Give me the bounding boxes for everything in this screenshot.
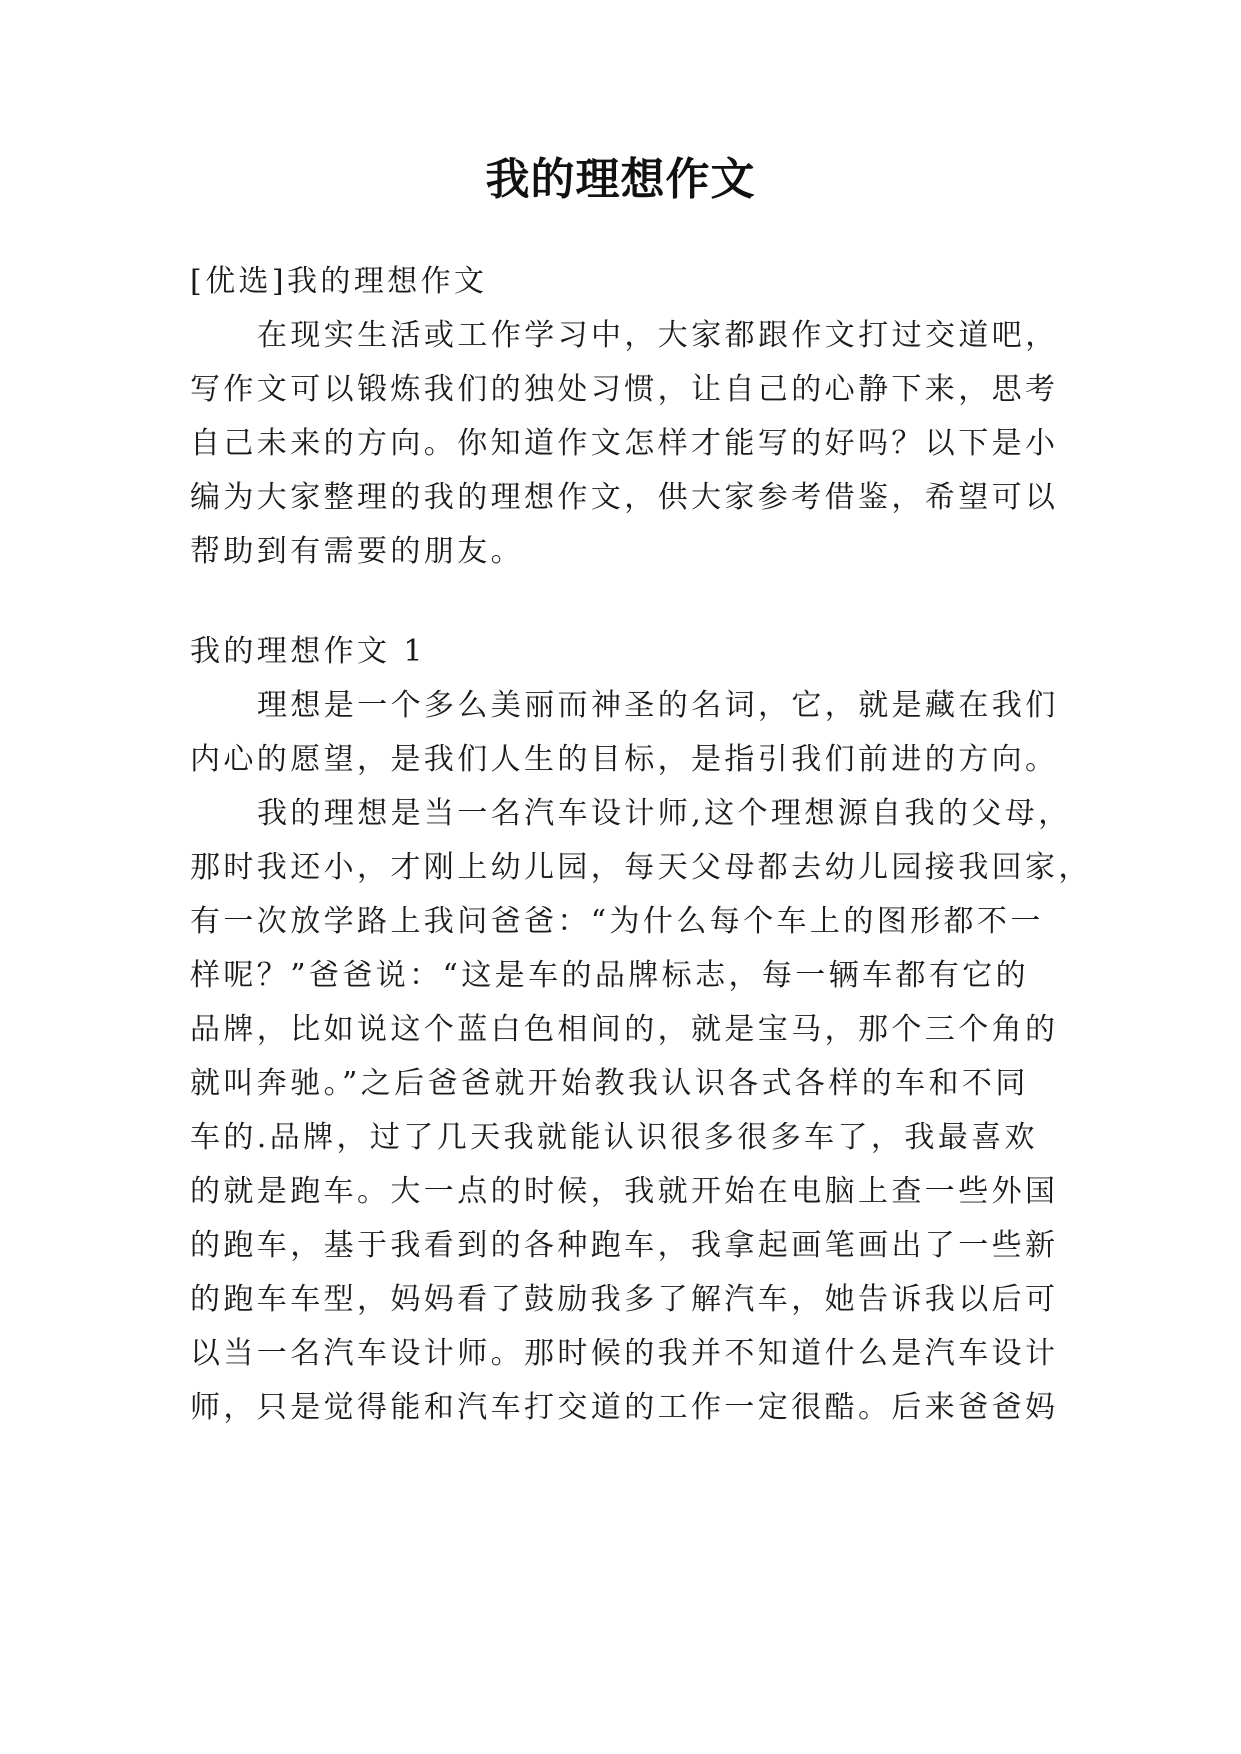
subtitle-line: [优选]我的理想作文 bbox=[190, 264, 488, 299]
body-line-7: 品牌，比如说这个蓝白色相间的，就是宝马，那个三个角的 bbox=[190, 1012, 1059, 1047]
body-line-9: 车的.品牌，过了几天我就能认识很多很多车了，我最喜欢 bbox=[190, 1120, 1038, 1155]
body-line-8: 就叫奔驰。”之后爸爸就开始教我认识各式各样的车和不同 bbox=[190, 1066, 1029, 1101]
section-heading: 我的理想作文 1 bbox=[190, 634, 426, 669]
intro-line-1: 在现实生活或工作学习中，大家都跟作文打过交道吧， bbox=[257, 318, 1059, 353]
body-line-6: 样呢？”爸爸说：“这是车的品牌标志，每一辆车都有它的 bbox=[190, 958, 1030, 993]
body-line-10: 的就是跑车。大一点的时候，我就开始在电脑上查一些外国 bbox=[190, 1174, 1059, 1209]
body-line-13: 以当一名汽车设计师。那时候的我并不知道什么是汽车设计 bbox=[190, 1336, 1059, 1371]
body-line-14: 师，只是觉得能和汽车打交道的工作一定很酷。后来爸爸妈 bbox=[190, 1390, 1059, 1425]
intro-line-3: 自己未来的方向。你知道作文怎样才能写的好吗？以下是小 bbox=[190, 426, 1059, 461]
body-line-2: 内心的愿望，是我们人生的目标，是指引我们前进的方向。 bbox=[190, 742, 1059, 777]
document-title: 我的理想作文 bbox=[485, 154, 756, 205]
intro-line-2: 写作文可以锻炼我们的独处习惯，让自己的心静下来，思考 bbox=[190, 372, 1059, 407]
body-line-12: 的跑车车型，妈妈看了鼓励我多了解汽车，她告诉我以后可 bbox=[190, 1282, 1059, 1317]
intro-line-4: 编为大家整理的我的理想作文，供大家参考借鉴，希望可以 bbox=[190, 480, 1059, 515]
body-line-5: 有一次放学路上我问爸爸：“为什么每个车上的图形都不一 bbox=[190, 904, 1044, 939]
body-line-4: 那时我还小，才刚上幼儿园，每天父母都去幼儿园接我回家， bbox=[190, 850, 1092, 885]
body-line-11: 的跑车，基于我看到的各种跑车，我拿起画笔画出了一些新 bbox=[190, 1228, 1059, 1263]
body-line-1: 理想是一个多么美丽而神圣的名词，它，就是藏在我们 bbox=[257, 688, 1059, 723]
intro-line-5: 帮助到有需要的朋友。 bbox=[190, 534, 524, 569]
body-line-3: 我的理想是当一名汽车设计师,这个理想源自我的父母， bbox=[257, 796, 1072, 831]
